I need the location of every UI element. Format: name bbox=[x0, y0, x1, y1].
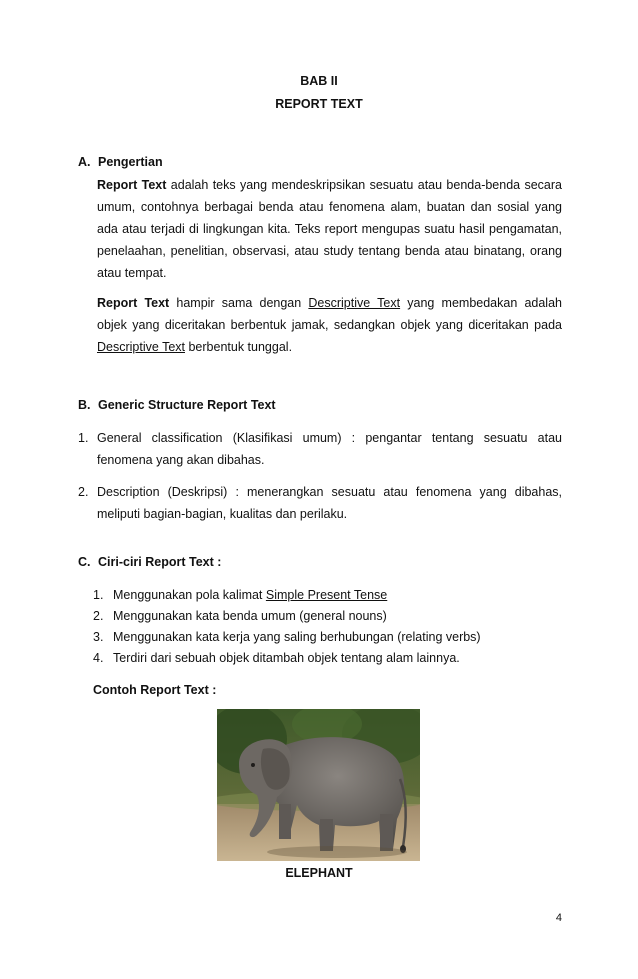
page-number: 4 bbox=[555, 912, 562, 924]
paragraph-2-text-1: hampir sama dengan bbox=[176, 296, 302, 310]
feature-item-1-number: 1. bbox=[93, 588, 104, 602]
feature-item-4-text: Terdiri dari sebuah objek ditambah objek tentang alam lainnya. bbox=[113, 651, 460, 665]
simple-present-tense-link[interactable]: Simple Present Tense bbox=[265, 588, 388, 602]
feature-item-4-number: 4. bbox=[93, 651, 104, 665]
feature-item-2 bbox=[93, 605, 387, 627]
structure-item-2 bbox=[78, 481, 562, 525]
report-text-term-2: Report Text bbox=[97, 296, 170, 310]
feature-item-2-number: 2. bbox=[93, 609, 104, 623]
structure-item-2-number: 2. bbox=[78, 485, 89, 499]
section-a-title: Pengertian bbox=[98, 155, 163, 169]
structure-item-1 bbox=[78, 427, 562, 471]
section-b-title: Generic Structure Report Text bbox=[98, 398, 276, 412]
section-a-paragraph-2 bbox=[97, 292, 562, 358]
section-a-marker: A. bbox=[78, 155, 91, 169]
example-title: ELEPHANT bbox=[285, 866, 353, 880]
feature-item-3-text: Menggunakan kata kerja yang saling berhubungan (relating verbs) bbox=[113, 630, 481, 644]
feature-item-1 bbox=[93, 584, 387, 606]
descriptive-text-link-1[interactable]: Descriptive Text bbox=[308, 296, 401, 310]
paragraph-1-text: adalah teks yang mendeskripsikan sesuatu atau benda-benda secara umum, contohnya berbagai benda atau fenomena alam, buatan dan sosial yang ada atau terjadi di lingkungan kita. Teks report mengupas suatu hasil pengamatan, penelaahan, penelitian, observasi, atau study tentang benda atau binatang, orang atau tempat. bbox=[97, 178, 562, 280]
section-c-title: Ciri-ciri Report Text : bbox=[98, 555, 222, 569]
section-b-heading bbox=[78, 398, 276, 412]
chapter-title: REPORT TEXT bbox=[275, 97, 363, 111]
feature-item-2-text: Menggunakan kata benda umum (general nouns) bbox=[113, 609, 387, 623]
paragraph-2-text-2: yang membedakan adalah objek yang diceritakan berbentuk jamak, sedangkan objek yang diceritakan pada bbox=[97, 296, 562, 332]
descriptive-text-link-2[interactable]: Descriptive Text bbox=[97, 340, 185, 354]
paragraph-2-text-3: berbentuk tunggal. bbox=[188, 340, 293, 354]
structure-item-1-number: 1. bbox=[78, 431, 89, 445]
section-c-marker: C. bbox=[78, 555, 91, 569]
section-a-paragraph-1 bbox=[97, 174, 562, 284]
section-a-heading bbox=[78, 155, 163, 169]
example-label: Contoh Report Text : bbox=[93, 683, 217, 697]
feature-item-4 bbox=[93, 647, 460, 669]
section-b-marker: B. bbox=[78, 398, 91, 412]
section-c-heading bbox=[78, 555, 221, 569]
report-text-term: Report Text bbox=[97, 178, 167, 192]
elephant-photo bbox=[217, 709, 420, 861]
chapter-label: BAB II bbox=[300, 74, 338, 88]
feature-item-3 bbox=[93, 626, 481, 648]
structure-item-2-text: Description (Deskripsi) : menerangkan sesuatu atau fenomena yang dibahas, meliputi bagian-bagian, kualitas dan perilaku. bbox=[97, 485, 562, 521]
feature-item-1-text: Menggunakan pola kalimat bbox=[113, 588, 263, 602]
feature-item-3-number: 3. bbox=[93, 630, 104, 644]
structure-item-1-text: General classification (Klasifikasi umum) : pengantar tentang sesuatu atau fenomena yang akan dibahas. bbox=[97, 431, 562, 467]
